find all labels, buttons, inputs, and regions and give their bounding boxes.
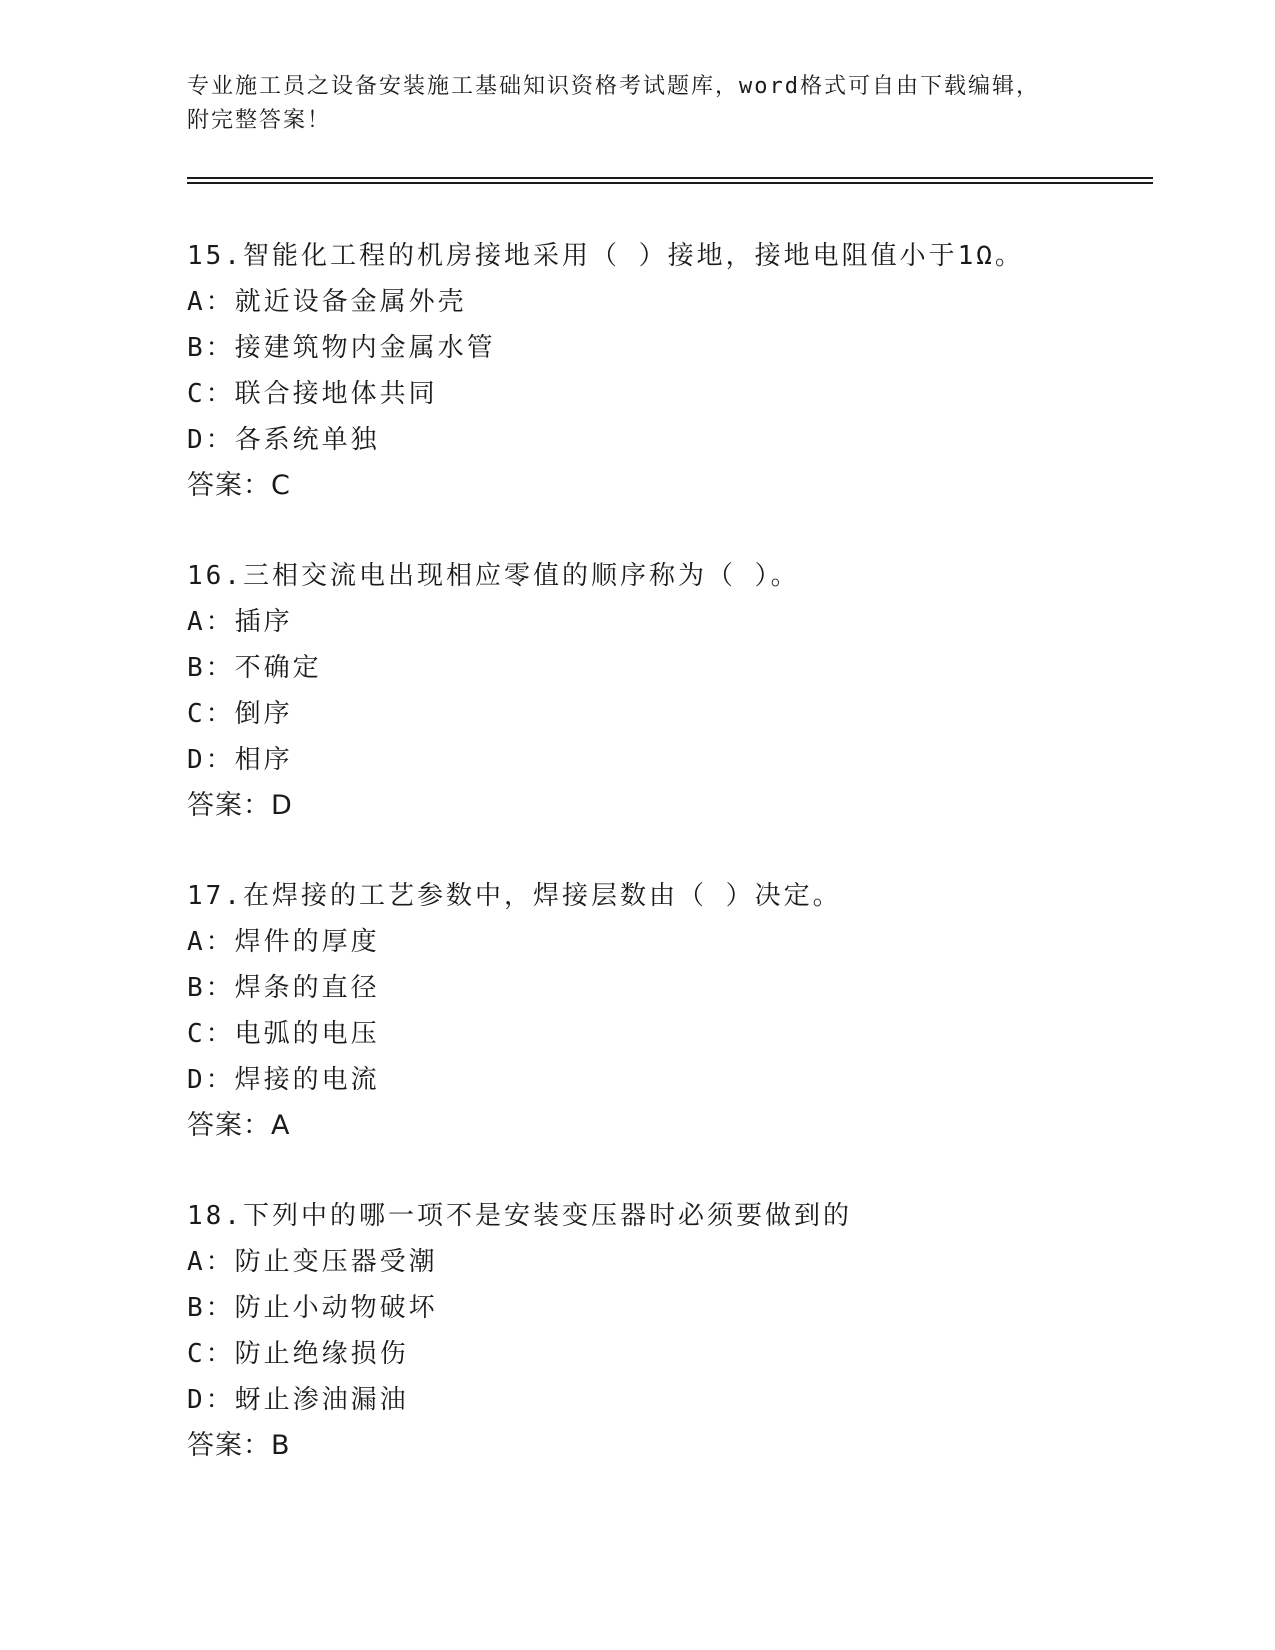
answer: 答案：C [187,470,291,501]
option-b: B：防止小动物破坏 [187,1293,438,1323]
question-18 [187,1193,1127,1469]
question-stem: 15.智能化工程的机房接地采用（ ）接地，接地电阻值小于1Ω。 [187,241,1024,271]
option-c: C：电弧的电压 [187,1019,380,1049]
option-c: C：倒序 [187,699,293,729]
option-c: C：防止绝缘损伤 [187,1339,409,1369]
answer: 答案：D [187,790,293,821]
option-a: A：就近设备金属外壳 [187,287,467,317]
question-15 [187,233,1127,509]
question-16 [187,553,1127,829]
document-header [187,70,1087,138]
option-a: A：焊件的厚度 [187,927,380,957]
option-a: A：插序 [187,607,293,637]
option-b: B：焊条的直径 [187,973,380,1003]
option-d: D：相序 [187,745,293,775]
header-divider-bottom [187,182,1153,184]
option-d: D：焊接的电流 [187,1065,380,1095]
option-d: D：各系统单独 [187,425,380,455]
option-a: A：防止变压器受潮 [187,1247,438,1277]
answer: 答案：A [187,1110,291,1141]
question-17 [187,873,1127,1149]
option-b: B：接建筑物内金属水管 [187,333,496,363]
question-stem: 17.在焊接的工艺参数中，焊接层数由（ ）决定。 [187,881,842,911]
option-d: D：蚜止渗油漏油 [187,1385,409,1415]
question-stem: 18.下列中的哪一项不是安装变压器时必须要做到的 [187,1201,852,1231]
option-b: B：不确定 [187,653,322,683]
answer: 答案：B [187,1430,291,1461]
header-line-1: 专业施工员之设备安装施工基础知识资格考试题库，word格式可自由下载编辑， [187,74,1040,99]
header-divider-top [187,177,1153,179]
header-line-2: 附完整答案！ [187,108,332,133]
option-c: C：联合接地体共同 [187,379,438,409]
question-stem: 16.三相交流电出现相应零值的顺序称为（ ）。 [187,561,800,591]
